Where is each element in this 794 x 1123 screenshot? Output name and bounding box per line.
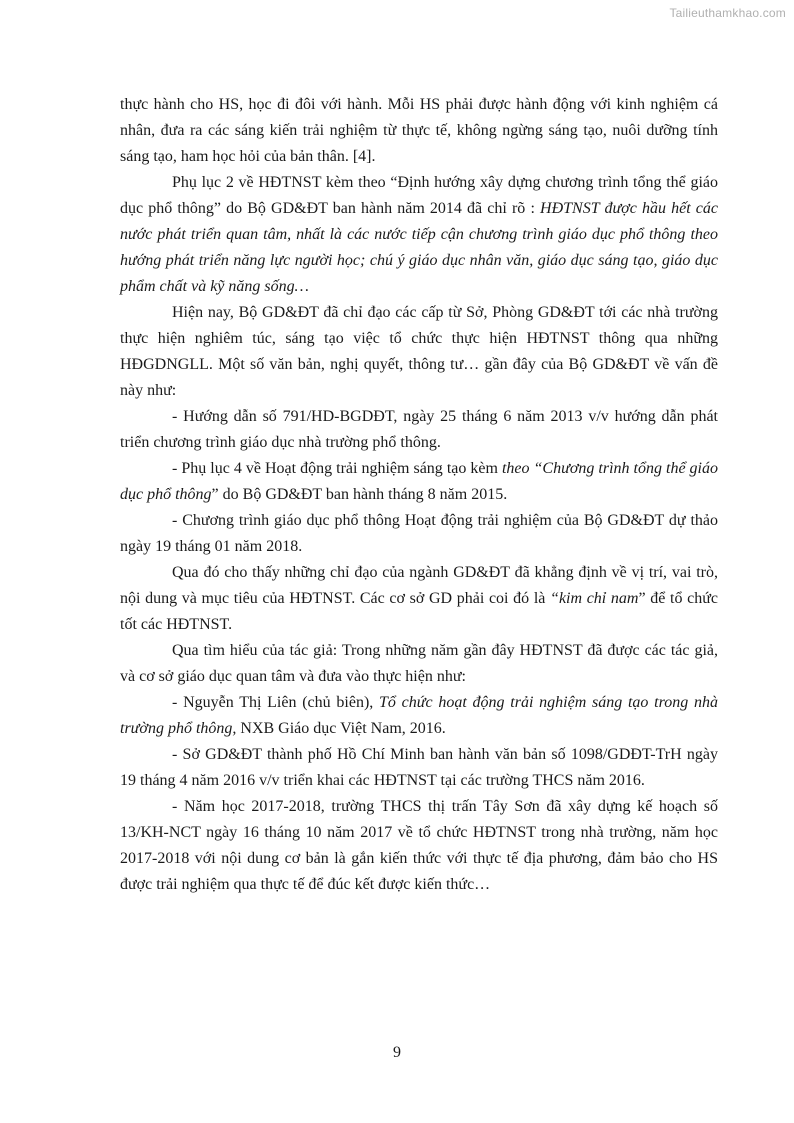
paragraph-1: thực hành cho HS, học đi đôi với hành. Mỗi HS phải được hành động với kinh nghiệm cá nhân, đưa ra các sáng kiến trải nghiệm từ thực tế, không ngừng sáng tạo, nuôi dưỡng tính sáng tạo, ham học hỏi của bản thân. [4].	[120, 96, 718, 165]
paragraph-8: Qua tìm hiểu của tác giả: Trong những năm gần đây HĐTNST đã được các tác giả, và cơ sở giáo dục quan tâm và đưa vào thực hiện như:	[120, 642, 718, 685]
page-number: 9	[393, 1044, 401, 1061]
paragraph-11: - Năm học 2017-2018, trường THCS thị trấn Tây Sơn đã xây dựng kế hoạch số 13/KH-NCT ngày 16 tháng 10 năm 2017 về tổ chức HĐTNST trong nhà trường, năm học 2017-2018 với nội dung cơ bản là gắn kiến thức với thực tế địa phương, đảm bảo cho HS được trải nghiệm qua thực tế để đúc kết được kiến thức…	[120, 798, 718, 893]
paragraph-5-text: - Phụ lục 4 về Hoạt động trải nghiệm sáng tạo kèm	[172, 460, 502, 477]
paragraph-7-italic: “kim chỉ nam	[550, 590, 639, 607]
paragraph-5-tail: ” do Bộ GD&ĐT ban hành tháng 8 năm 2015.	[211, 486, 508, 503]
paragraph-3: Hiện nay, Bộ GD&ĐT đã chỉ đạo các cấp từ Sở, Phòng GD&ĐT tới các nhà trường thực hiện nghiêm túc, sáng tạo việc tổ chức thực hiện HĐTNST thông qua những HĐGDNGLL. Một số văn bản, nghị quyết, thông tư… gần đây của Bộ GD&ĐT về vấn đề này như:	[120, 304, 718, 399]
paragraph-9-text: - Nguyễn Thị Liên (chủ biên),	[172, 694, 380, 711]
paragraph-9-tail: NXB Giáo dục Việt Nam, 2016.	[236, 720, 446, 737]
paragraph-10: - Sở GD&ĐT thành phố Hồ Chí Minh ban hành văn bản số 1098/GDĐT-TrH ngày 19 tháng 4 năm 2016 v/v triển khai các HĐTNST tại các trường THCS năm 2016.	[120, 746, 718, 789]
paragraph-9-italic: Tổ chức hoạt động trải nghiệm sáng tạo trong nhà trường phổ thông,	[120, 694, 718, 737]
paragraph-9	[120, 690, 718, 742]
paragraph-7	[120, 560, 718, 638]
paragraph-5	[120, 456, 718, 508]
paragraph-5-italic: theo “Chương trình tổng thể giáo dục phổ thông	[120, 460, 719, 503]
paragraph-4: - Hướng dẫn số 791/HD-BGDĐT, ngày 25 tháng 6 năm 2013 v/v hướng dẫn phát triển chương trình giáo dục nhà trường phổ thông.	[120, 408, 718, 451]
watermark: Tailieuthamkhao.com	[669, 6, 786, 20]
paragraph-7-tail: ” để tổ chức tốt các HĐTNST.	[120, 590, 718, 633]
paragraph-2-italic: HĐTNST được hầu hết các nước phát triển quan tâm, nhất là các nước tiếp cận chương trình giáo dục phổ thông theo hướng phát triển năng lực người học; chú ý giáo dục nhân văn, giáo dục sáng tạo, giáo dục phẩm chất và kỹ năng sống…	[120, 200, 718, 295]
paragraph-2-text: Phụ lục 2 về HĐTNST kèm theo “Định hướng xây dựng chương trình tổng thể giáo dục phổ thông” do Bộ GD&ĐT ban hành năm 2014 đã chỉ rõ :	[120, 174, 718, 217]
document-body	[120, 92, 718, 898]
paragraph-7-text: Qua đó cho thấy những chỉ đạo của ngành GD&ĐT đã khẳng định về vị trí, vai trò, nội dung và mục tiêu của HĐTNST. Các cơ sở GD phải coi đó là	[120, 564, 718, 607]
paragraph-6: - Chương trình giáo dục phổ thông Hoạt động trải nghiệm của Bộ GD&ĐT dự thảo ngày 19 tháng 01 năm 2018.	[120, 512, 718, 555]
paragraph-2	[120, 170, 718, 300]
